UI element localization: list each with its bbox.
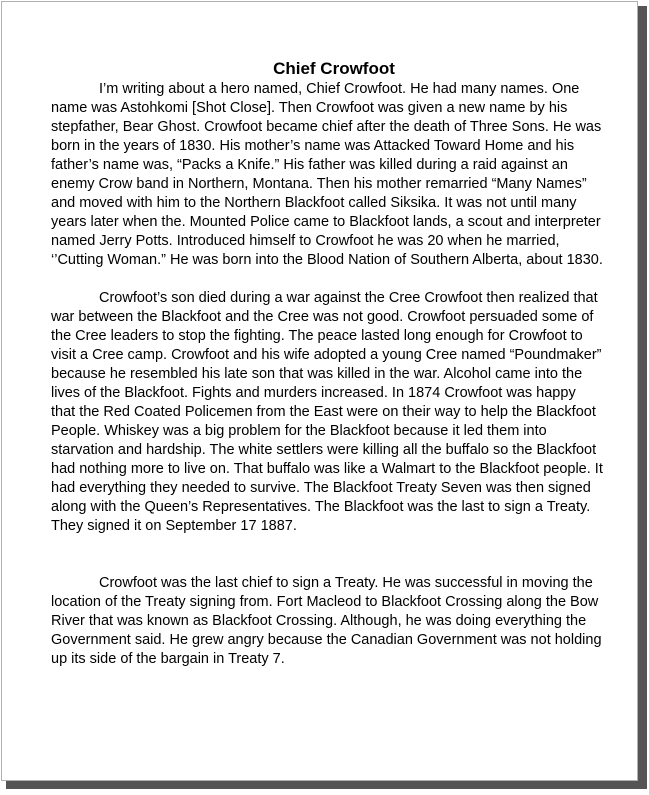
paragraph: Crowfoot was the last chief to sign a Treaty. He was successful in moving the location of the Treaty signing from. Fort Macleod to Blackfoot Crossing along the Bow River that was known as Blackfoot Crossing. Although, he was doing everything the Government said. He grew angry because the Canadian Government was not holding up its side of the bargain in Treaty 7. <box>51 575 602 667</box>
paragraph: Crowfoot’s son died during a war against the Cree Crowfoot then realized that war between the Blackfoot and the Cree was not good. Crowfoot persuaded some of the Cree leaders to stop the fighting. The peace lasted long enough for Crowfoot to visit a Cree camp. Crowfoot and his wife adopted a young Cree named “Poundmaker” because he resembled his late son that was killed in the war. Alcohol came into the lives of the Blackfoot. Fights and murders increased. In 1874 Crowfoot was happy that the Red Coated Policemen from the East were on their way to help the Blackfoot People. Whiskey was a big problem for the Blackfoot because it led them into starvation and hardship. The white settlers were killing all the buffalo so the Blackfoot had nothing more to live on. That buffalo was like a Walmart to the Blackfoot people. It had everything they needed to survive. The Blackfoot Treaty Seven was then signed along with the Queen’s Representatives. The Blackfoot was the last to sign a Treaty. They signed it on September 17 1887. <box>51 290 603 534</box>
page-shadow <box>638 6 647 789</box>
paragraph: I’m writing about a hero named, Chief Crowfoot. He had many names. One name was Astohkomi [Shot Close]. Then Crowfoot was given a new name by his stepfather, Bear Ghost. Crowfoot became chief after the death of Three Sons. He was born in the years of 1830. His mother’s name was Attacked Toward Home and his father’s name was, “Packs a Knife.” His father was killed during a raid against an enemy Crow band in Northern, Montana. Then his mother remarried “Many Names” and moved with him to the Northern Blackfoot called Siksika. It was not until many years later when the. Mounted Police came to Blackfoot lands, a scout and interpreter named Jerry Potts. Introduced himself to Crowfoot he was 20 when he married, ‘’Cutting Woman.” He was born into the Blood Nation of Southern Alberta, about 1830. <box>51 81 603 268</box>
document-title: Chief Crowfoot <box>273 59 395 78</box>
page-shadow <box>6 781 647 789</box>
document-body <box>51 58 603 669</box>
